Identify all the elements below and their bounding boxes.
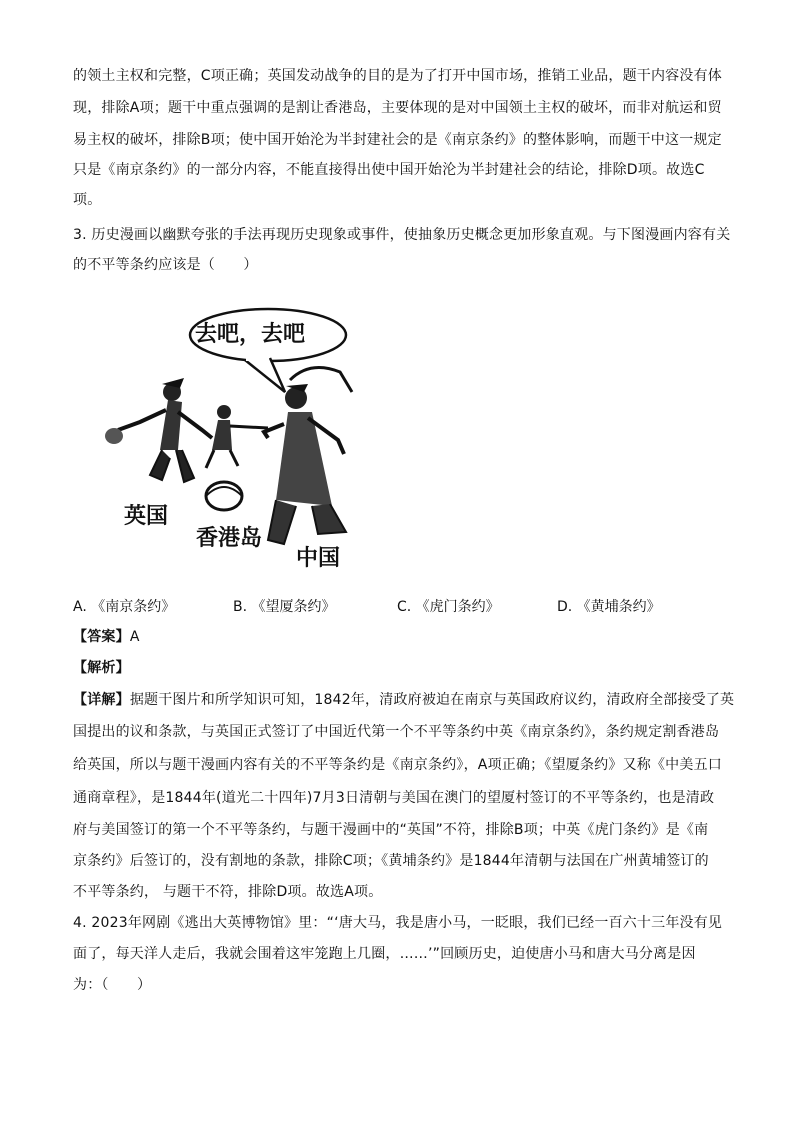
answer-value: A bbox=[129, 629, 140, 645]
question-4-stem: 为：（ ） bbox=[73, 977, 152, 993]
text-line: 只是《南京条约》的一部分内容，不能直接得出使中国开始沦为半封建社会的结论，排除D项。故选C bbox=[73, 162, 705, 178]
detail-line bbox=[73, 690, 734, 710]
question-3-stem: 的不平等条约应该是（ ） bbox=[73, 257, 258, 273]
question-3-stem: 3. 历史漫画以幽默夸张的手法再现历史现象或事件，使抽象历史概念更加形象直观。与下图漫画内容有关 bbox=[73, 227, 731, 243]
label-china: 中国 bbox=[296, 546, 341, 571]
option-d: D. 《黄埔条约》 bbox=[557, 599, 661, 615]
analysis-tag: 【解析】 bbox=[73, 660, 130, 676]
text-line: 现，排除A项；题干中重点强调的是割让香港岛，主要体现的是对中国领土主权的破坏，而非对航运和贸 bbox=[73, 100, 722, 116]
label-hong-kong: 香港岛 bbox=[196, 526, 263, 551]
detail-line: 府与美国签订的第一个不平等条约，与题干漫画中的“英国”不符，排除B项；中英《虎门条约》是《南 bbox=[73, 822, 709, 838]
option-a: A. 《南京条约》 bbox=[73, 599, 176, 615]
question-4-stem: 面了，每天洋人走后，我就会围着这牢笼跑上几圈，……’”回顾历史，迫使唐小马和唐大马分离是因 bbox=[73, 946, 696, 962]
detail-line: 不平等条约， 与题干不符，排除D项。故选A项。 bbox=[73, 884, 383, 900]
detail-line: 通商章程》，是1844年(道光二十四年)7月3日清朝与美国在澳门的望厦村签订的不平等条约，也是清政 bbox=[73, 790, 715, 806]
detail-line: 国提出的议和条款，与英国正式签订了中国近代第一个不平等条约中英《南京条约》，条约规定割香港岛 bbox=[73, 724, 720, 740]
cartoon-illustration bbox=[100, 300, 360, 580]
text-line: 项。 bbox=[73, 192, 102, 208]
detail-text: 据题干图片和所学知识可知，1842年，清政府被迫在南京与英国政府议约，清政府全部接受了英 bbox=[129, 692, 735, 708]
answer-tag: 【答案】 bbox=[73, 629, 130, 645]
answer-line bbox=[73, 627, 140, 647]
question-4-stem: 4. 2023年网剧《逃出大英博物馆》里：“‘唐大马，我是唐小马，一眨眼，我们已经一百六十三年没有见 bbox=[73, 915, 723, 931]
text-line: 的领土主权和完整，C项正确；英国发动战争的目的是为了打开中国市场，推销工业品，题干内容没有体 bbox=[73, 68, 722, 84]
speech-bubble-text: 去吧，去吧 bbox=[195, 322, 306, 347]
label-britain: 英国 bbox=[124, 504, 169, 529]
text-line: 易主权的破坏，排除B项；使中国开始沦为半封建社会的是《南京条约》的整体影响，而题干中这一规定 bbox=[73, 132, 722, 148]
option-b: B. 《望厦条约》 bbox=[233, 599, 336, 615]
detail-line: 京条约》后签订的，没有割地的条款，排除C项；《黄埔条约》是1844年清朝与法国在广州黄埔签订的 bbox=[73, 853, 709, 869]
option-c: C. 《虎门条约》 bbox=[397, 599, 500, 615]
detail-tag: 【详解】 bbox=[73, 692, 130, 708]
detail-line: 给英国，所以与题干漫画内容有关的不平等条约是《南京条约》，A项正确；《望厦条约》又称《中美五口 bbox=[73, 757, 722, 773]
